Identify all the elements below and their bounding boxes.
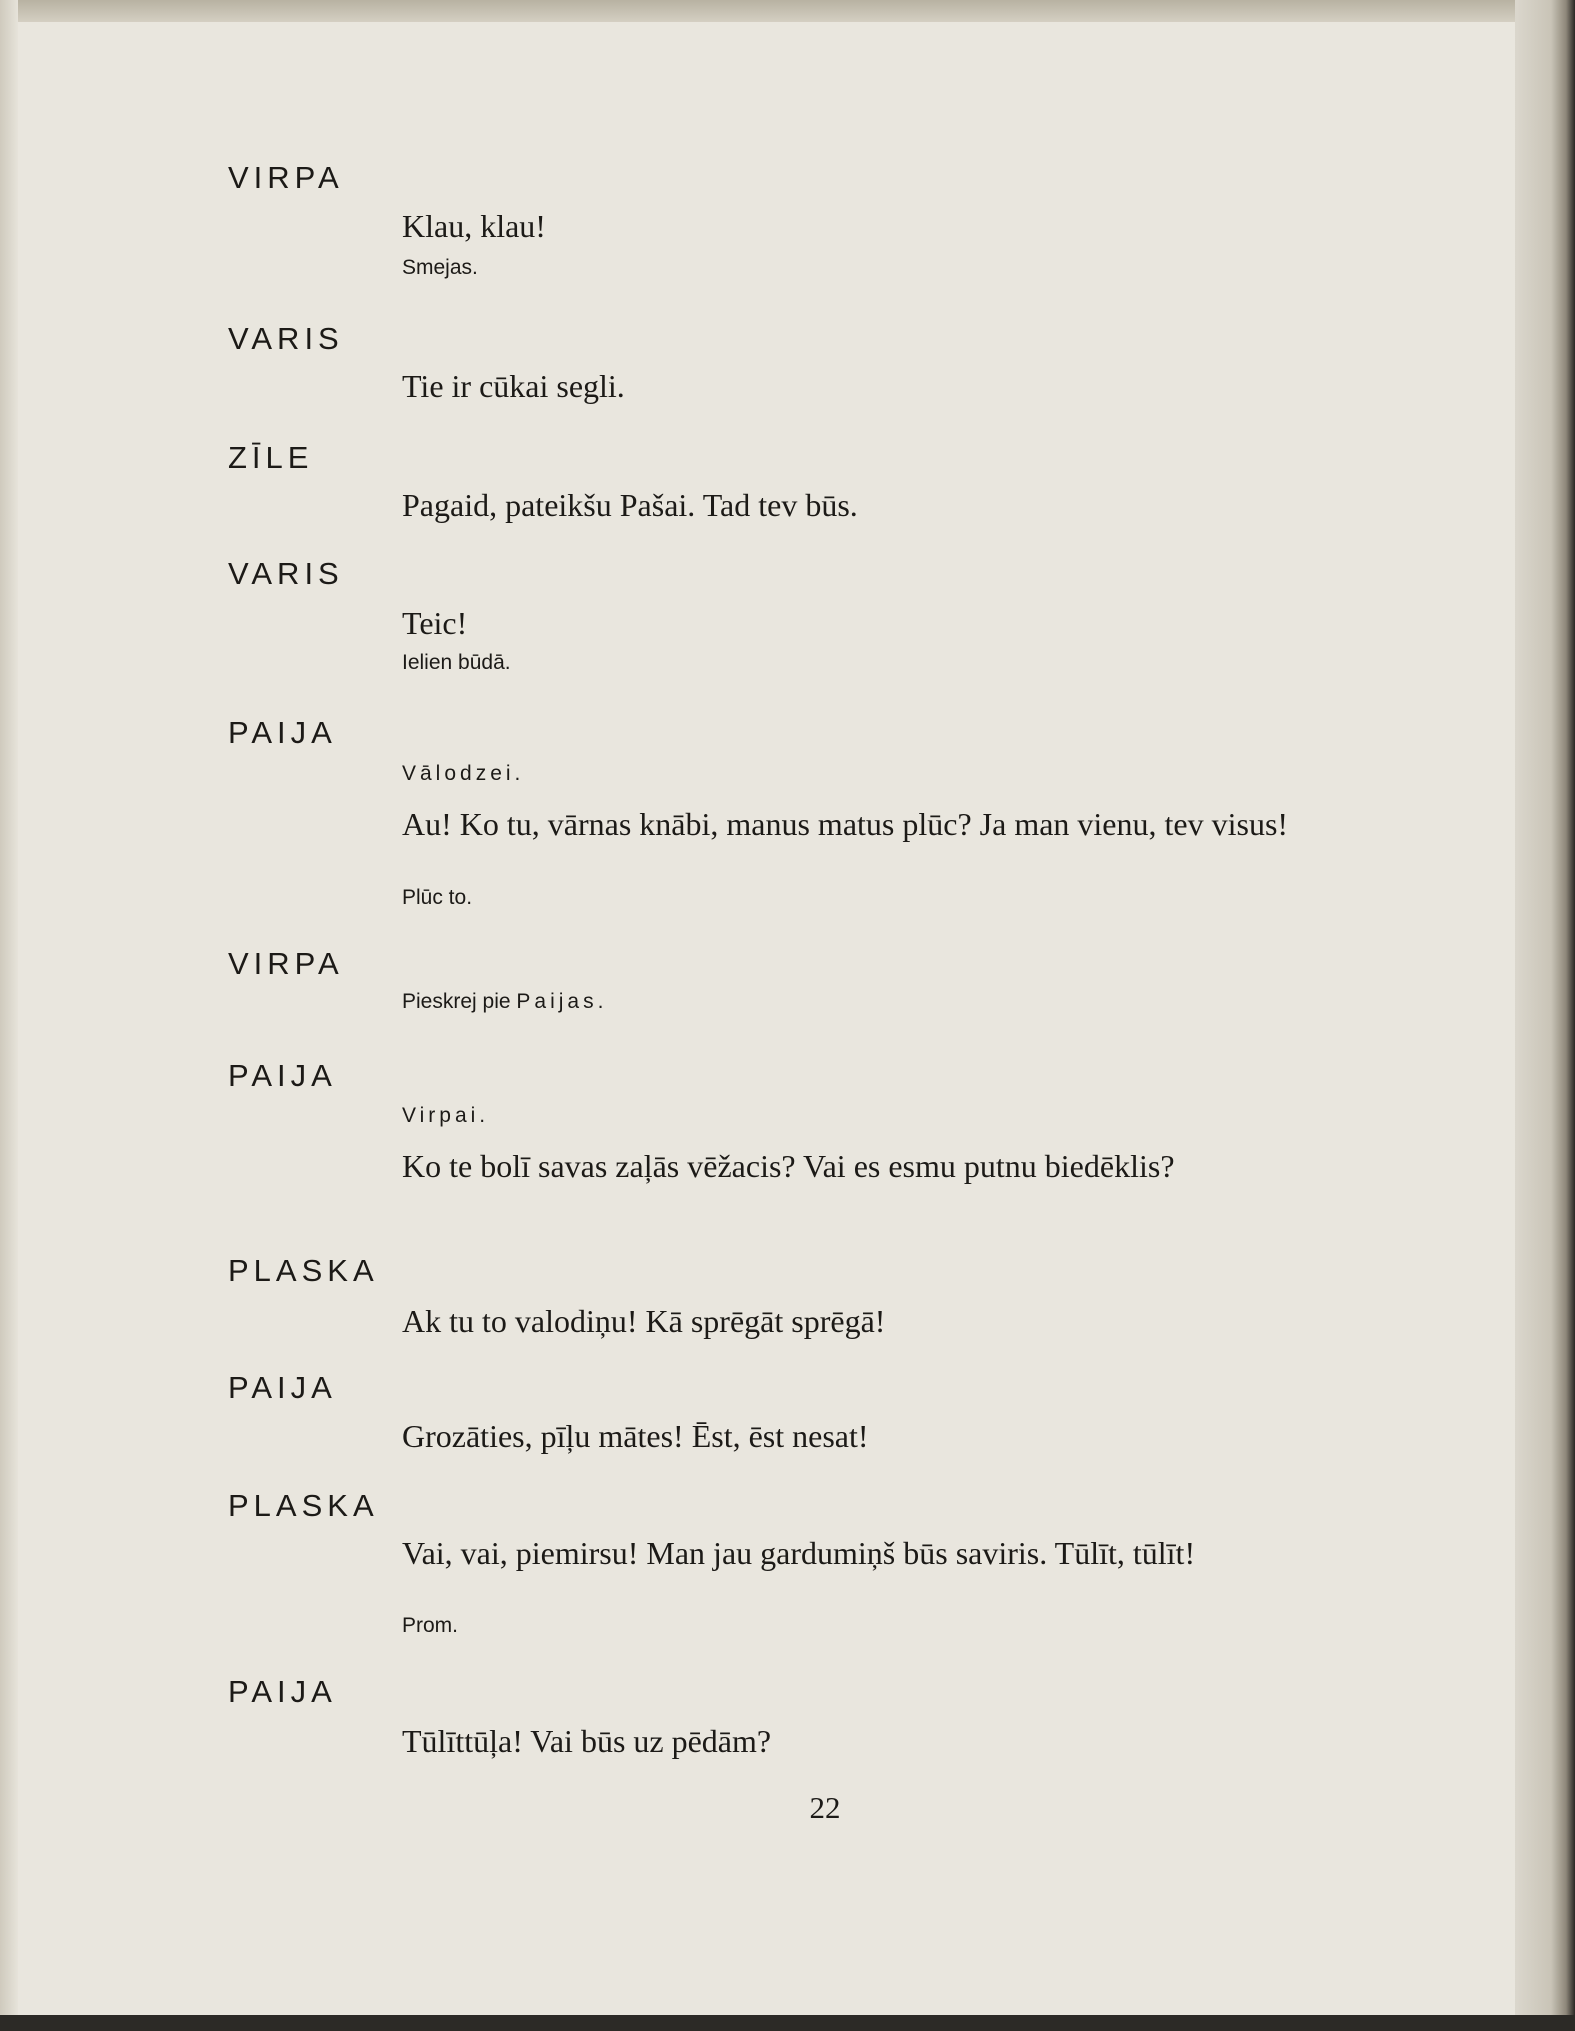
stage-direction: Virpai. [402, 1104, 490, 1127]
page-number: 22 [809, 1790, 841, 1825]
speaker-name: ZĪLE [228, 440, 314, 475]
stage-direction: Ielien būdā. [402, 651, 511, 674]
stage-direction: Vālodzei. [402, 762, 525, 785]
speaker-name: PAIJA [228, 1674, 337, 1709]
speaker-name: PAIJA [228, 715, 337, 750]
page-top-edge [0, 0, 1575, 22]
speaker-name: VARIS [228, 321, 344, 356]
stage-direction: Smejas. [402, 256, 478, 279]
speaker-name: VIRPA [228, 160, 344, 195]
speaker-name: PAIJA [228, 1058, 337, 1093]
speaker-name: PAIJA [228, 1370, 337, 1405]
page-left-edge [0, 0, 18, 2031]
dialogue-line: Klau, klau! [402, 208, 546, 244]
dialogue-line: Ak tu to valodiņu! Kā sprēgāt sprēgā! [402, 1303, 886, 1339]
stage-direction: Prom. [402, 1614, 459, 1637]
stage-direction [402, 989, 607, 1015]
dialogue-line: Au! Ko tu, vārnas knābi, manus matus plūc? Ja man vienu, tev visus! [402, 806, 1289, 842]
dialogue-line: Grozāties, pīļu mātes! Ēst, ēst nesat! [402, 1418, 869, 1454]
stage-direction-name: Paijas. [516, 990, 608, 1013]
dialogue-line: Ko te bolī savas zaļās vēžacis? Vai es esmu putnu biedēklis? [402, 1148, 1175, 1184]
dialogue-line: Tie ir cūkai segli. [402, 368, 625, 404]
speaker-name: VARIS [228, 556, 344, 591]
speaker-name: PLASKA [228, 1253, 379, 1288]
stage-direction: Plūc to. [402, 886, 473, 909]
dialogue-line: Tūlīttūļa! Vai būs uz pēdām? [402, 1723, 772, 1759]
speaker-name: PLASKA [228, 1488, 379, 1523]
dialogue-line: Teic! [402, 605, 468, 641]
dialogue-line: Pagaid, pateikšu Pašai. Tad tev būs. [402, 487, 858, 523]
page-bottom-edge [0, 2015, 1575, 2031]
speaker-name: VIRPA [228, 946, 344, 981]
dialogue-line: Vai, vai, piemirsu! Man jau gardumiņš būs saviris. Tūlīt, tūlīt! [402, 1535, 1196, 1571]
book-spine-edge [1515, 0, 1575, 2031]
stage-direction-text: Pieskrej pie [402, 990, 511, 1013]
